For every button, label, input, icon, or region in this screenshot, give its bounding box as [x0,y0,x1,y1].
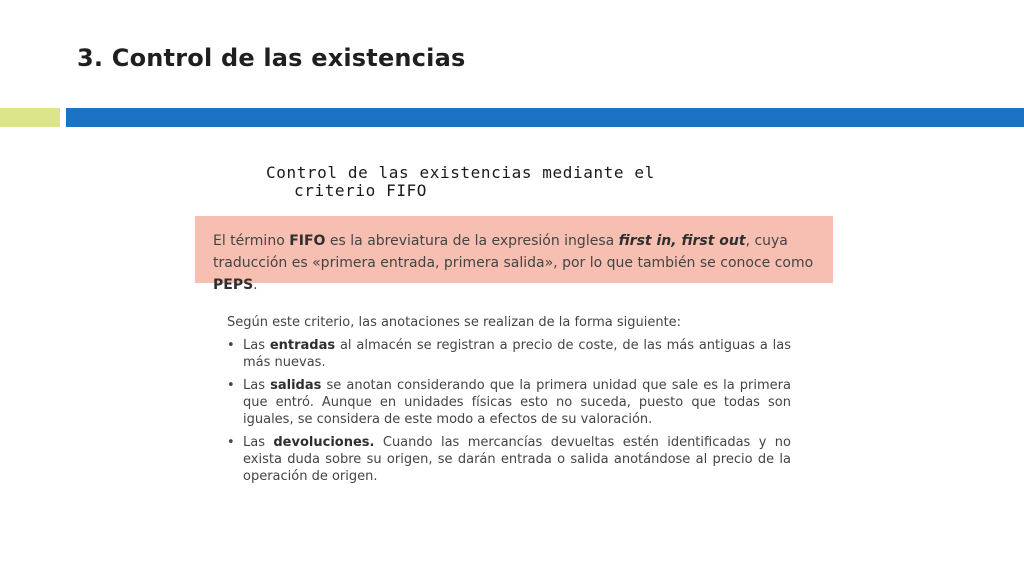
criteria-list [227,337,791,485]
item-keyword: devoluciones. [273,435,375,450]
item-text: Cuando las mercancías devueltas estén identificadas y no exista duda sobre su origen, se darán entrada o salida anotándose al precio de la operación de origen. [243,435,791,484]
item-text: Las [243,435,274,450]
definition-text: es la abreviatura de la expresión inglesa [325,233,619,249]
subtitle-line-1: Control de las existencias mediante el [266,163,655,182]
section-subtitle [266,164,655,200]
definition-english-phrase: first in, first out [618,233,746,249]
subtitle-line-2: criterio FIFO [294,181,428,200]
bullet: • [227,378,235,393]
criteria-content [227,314,791,491]
list-item-salidas [227,377,791,428]
item-text: Las [243,338,270,353]
item-keyword: entradas [269,338,336,353]
accent-bar-green [0,108,60,127]
item-text: se anotan considerando que la primera unidad que sale es la primera que entró. Aunque en unidades físicas esto no suceda, puesto que todas son iguales, se considera de este modo a efectos de su valoración. [243,378,791,427]
item-text: Las [243,378,271,393]
item-keyword: salidas [270,378,322,393]
definition-text: . [253,277,258,293]
bullet: • [227,338,235,353]
slide-title: 3. Control de las existencias [77,44,466,72]
definition-text: , cuya traducción es «primera entrada, primera salida», por lo que también se conoce como [213,233,814,271]
list-item-entradas [227,337,791,371]
item-text: al almacén se registran a precio de coste, de las más antiguas a las más nuevas. [243,338,791,370]
list-item-devoluciones [227,434,791,485]
definition-term-fifo: FIFO [289,233,326,249]
definition-term-peps: PEPS [213,277,254,293]
accent-bar-blue [66,108,1024,127]
bullet: • [227,435,235,450]
fifo-definition-box [195,216,833,293]
definition-text: El término [213,233,290,249]
criteria-intro: Según este criterio, las anotaciones se realizan de la forma siguiente: [227,315,682,330]
